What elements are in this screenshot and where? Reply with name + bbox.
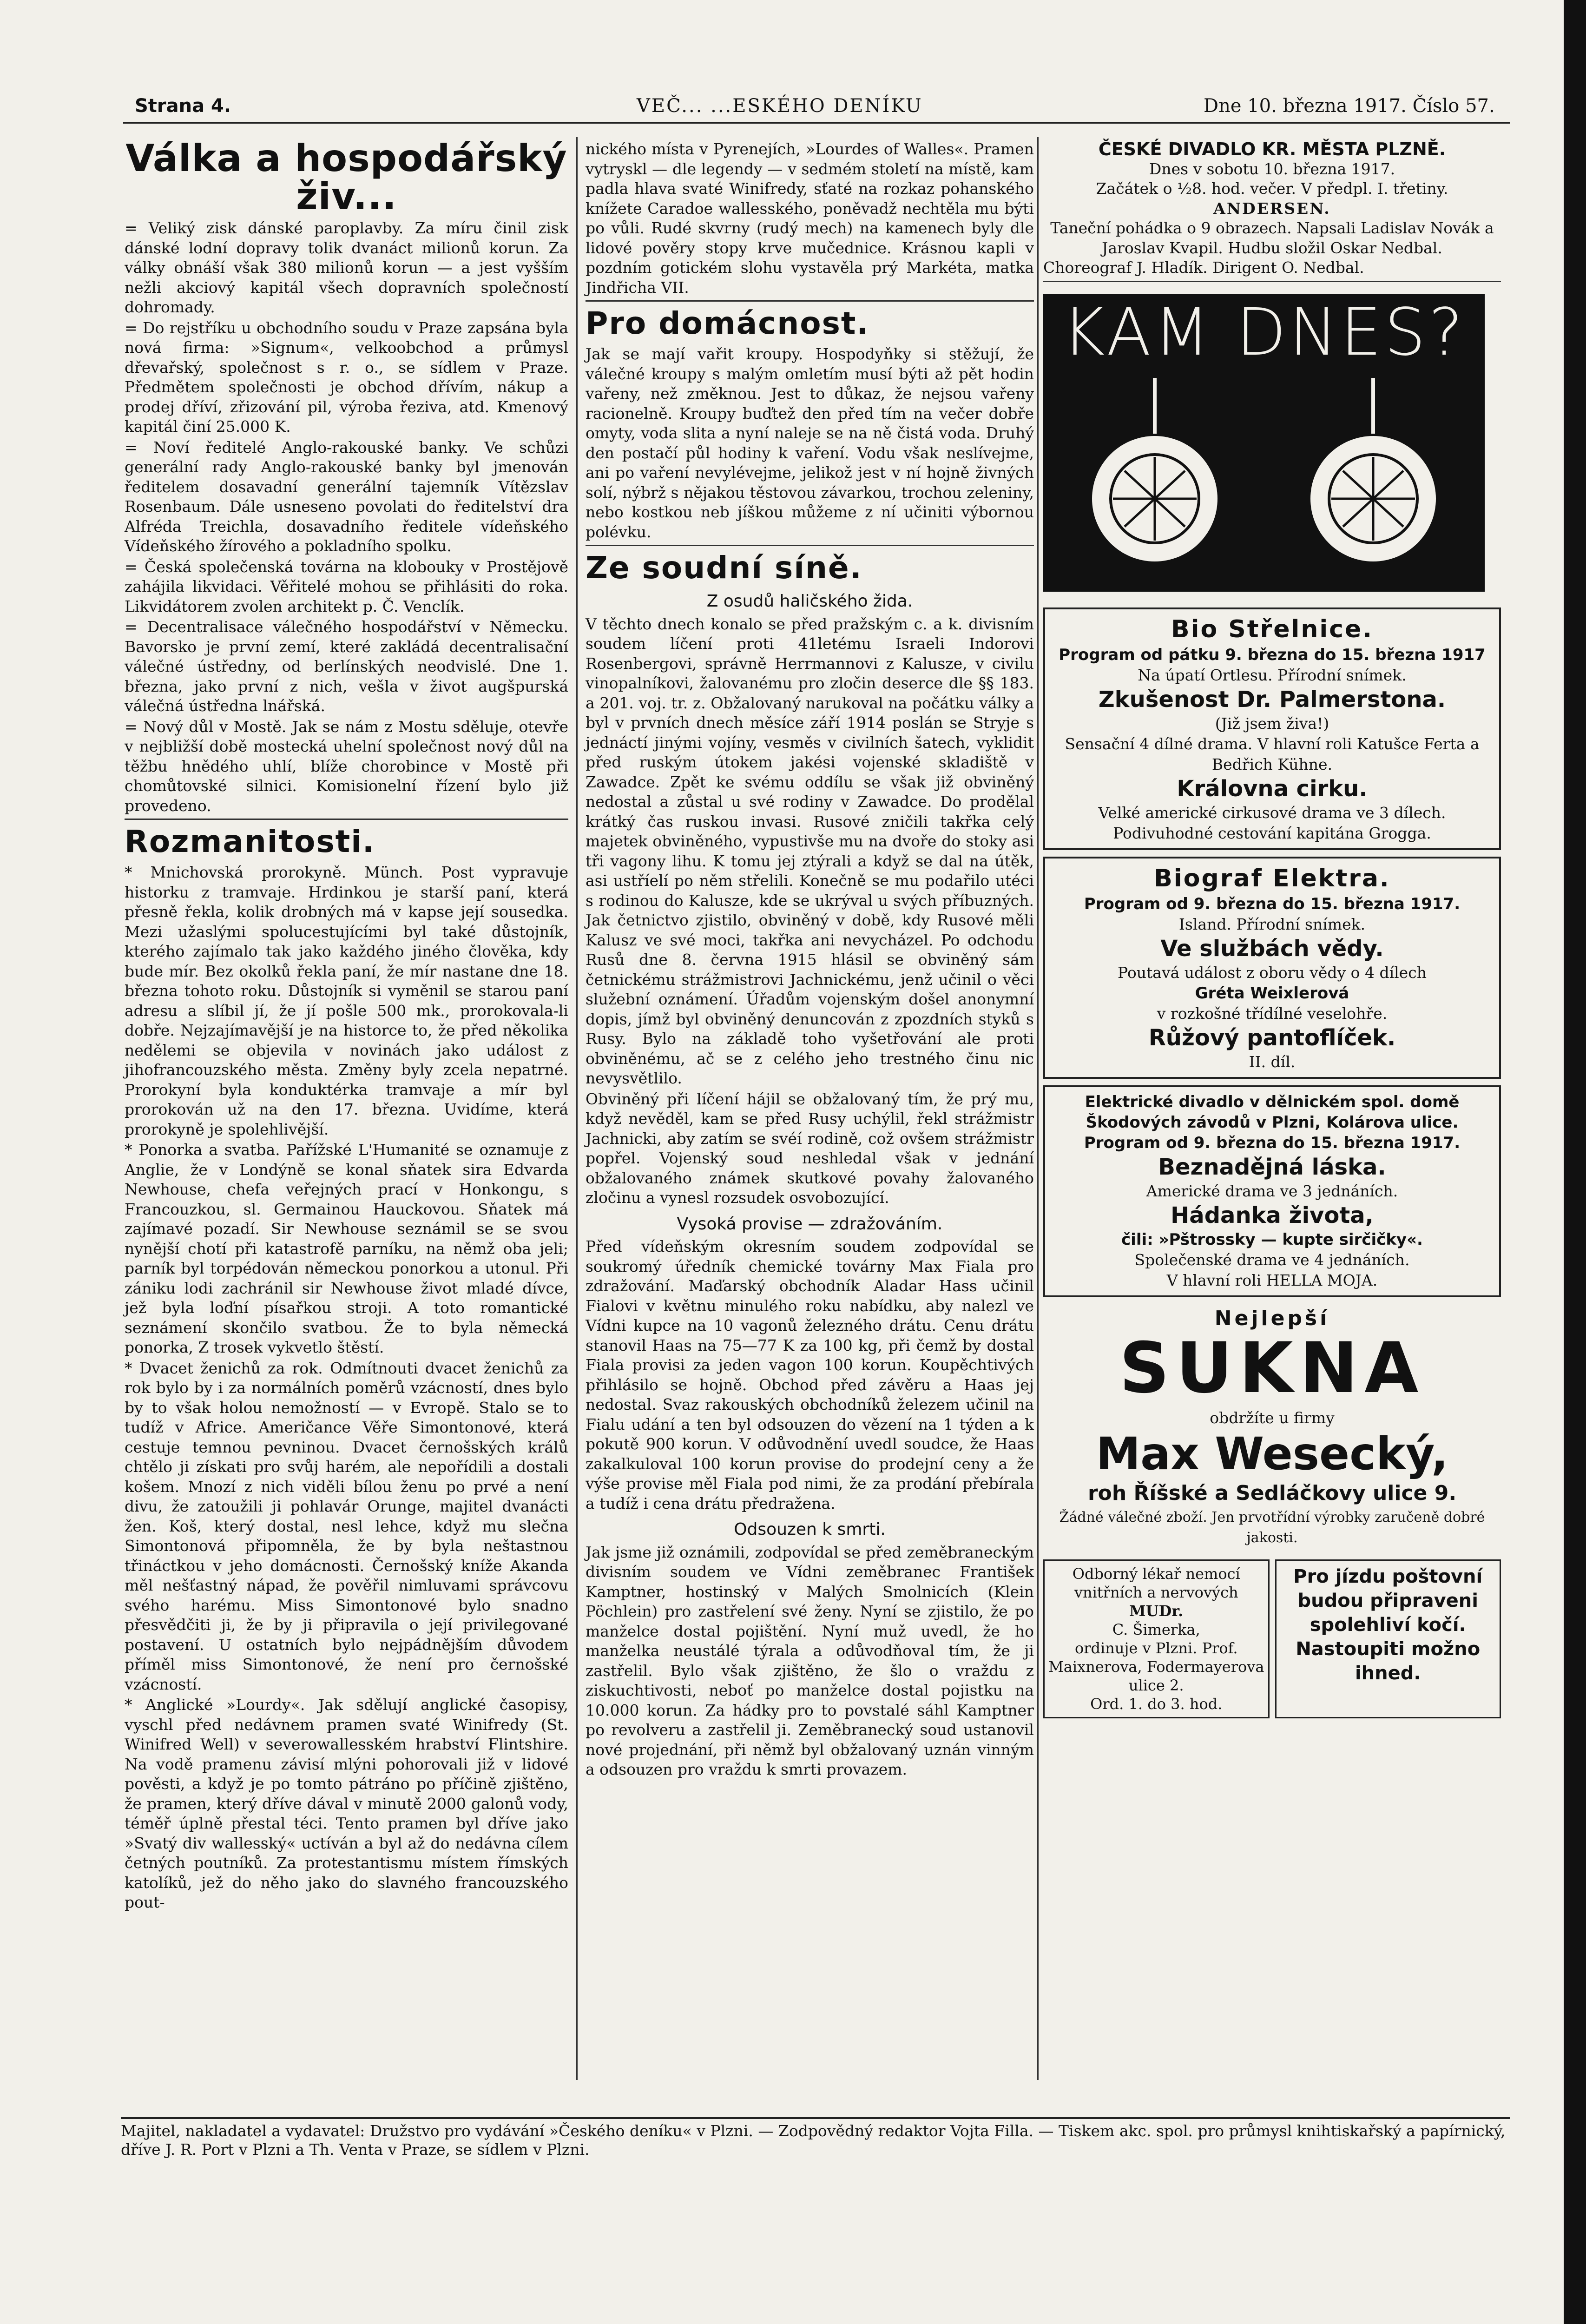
- section-title: Válka a hospodářský živ...: [125, 137, 567, 218]
- paper-name: VEČ... ...ESKÉHO DENÍKU: [637, 95, 923, 117]
- ad-sukna: [1043, 1304, 1501, 1553]
- bottom-ads: [1043, 1559, 1501, 1718]
- article-paragraph: Jak jsme již oznámili, zodpovídal se před zeměbraneckým divisním soudem ve Vídni zeměbranec František Kamptner, hostinský v Malých Smolnicích (Klein Pöchlein) pro zastřelení své ženy. Nyní se zjistilo, že po manželce dostal pojištění. Nyní muž uvedl, že ho manželka neustálé týrala a odůvodňoval tím, že ji zastřelil. Bylo však zjištěno, že šlo o vraždu z ziskuchtivosti, neboť po manželce dostal pojistku na 10.000 korun. Za hádky pro to povstalé sáhl Kamptner po revolveru a zastřelil ji. Zeměbranecký soud ustanovil nové projednání, při němž byl obžalovaný uznán vinným a odsouzen pro vraždu k smrti provazem.: [586, 1543, 1034, 1778]
- article-paragraph: Před vídeňským okresním soudem zodpovídal se soukromý úředník chemické továrny Max Fiala pro zdražování. Maďarský obchodník Aladar Hass učinil Fialovi v květnu minulého roku nabídku, aby nalezl ve Vídni kupce na 10 vagonů železného drátu. Cenu drátu stanovil Haas na 75—77 K za 100 kg, při čemž by dostal Fiala provisi za jeden vagon 100 korun. Koupěchtivých přihlásilo se hojně. Obchod před závěru a Haas jej nedostal. Svaz rakouských obchodníků železem učinil na Fialu udání a ten byl odsouzen do vězení na 1 týden a k pokutě 900 korun. V odůvodnění uvedl soudce, že Haas zakalkuloval 100 korun provise do prodejní ceny a že výše provise měl Fiala pod nimi, že za prodání přebírala a tudíž i cena drátu předražena.: [586, 1237, 1034, 1512]
- ad-line: Velké americké cirkusové drama ve 3 dílech. Podivuhodné cestování kapitána Grogga.: [1098, 804, 1446, 842]
- theater-description: Taneční pohádka o 9 obrazech. Napsali Ladislav Novák a Jaroslav Kvapil. Hudbu složil Oskar Nedbal.: [1050, 219, 1494, 257]
- column-3: [1043, 139, 1501, 1718]
- article-paragraph: = Veliký zisk dánské paroplavby. Za míru činil zisk dánské lodní dopravy tolik dvanáct milionů korun. Za války obnáší však 380 milionů korun — a jest vyšším nežli akciový kapitál všech dopravních společností dohromady.: [125, 219, 568, 316]
- article-paragraph: = Nový důl v Mostě. Jak se nám z Mostu sděluje, otevře v nejbližší době mostecká uhelní společnost nový důl na těžbu hnědého uhlí, blíže chorobince v Mostě při chomůtovské silnici. Komisionelní řízení bylo již provedeno.: [125, 717, 568, 815]
- article-paragraph: nického místa v Pyrenejích, »Lourdes of Walles«. Pramen vytryskl — dle legendy — v sedmém století na místě, kam padla hlava svaté Winifredy, sťaté na rozkaz pohanského knížete Caradoe wallesského, poněvadž nechtěla mu býti po vůli. Rudé skvrny (rudý mech) na kamenech byly dle lidové pověry stopy krve mučednice. Krásnou kapli v pozdním gotickém slohu vystavěla prý Markéta, matka Jindřicha VII.: [586, 140, 1034, 297]
- ad-line: Společenské drama ve 4 jednáních.: [1134, 1251, 1410, 1269]
- article-paragraph: Jak se mají vařit kroupy. Hospodyňky si stěžují, že válečné kroupy s malým omletím musí býti až pět hodin vařeny, než změknou. Jest to důkaz, že nejsou vařeny racionelně. Kroupy buďtež den před tím na večer dobře omyty, voda slita a nyní naleje se na ně čistá voda. Druhý den postačí půl hodiny k vaření. Vodu však neslívejme, ani po vaření nevylévejme, jelikož jest v ní hojně živných solí, nýbrž s nějakou těstovou závarkou, trochou zeleniny, nebo kostkou neb jíškou můžeme z ní učiniti výbornou polévku.: [586, 345, 1034, 541]
- ad-feature: C. Šimerka,: [1112, 1621, 1200, 1638]
- ad-address: roh Říšské a Sedláčkovy ulice 9.: [1087, 1481, 1457, 1505]
- divider: [125, 819, 568, 820]
- ad-line: (Již jsem živa!): [1215, 714, 1329, 733]
- divider: [586, 300, 1034, 302]
- imprint-footer: Majitel, nakladatel a vydavatel: Družstvo pro vydávání »Českého deníku« v Plzni. — Zodpovědný redaktor Vojta Filla. — Tiskem akc. spol. pro průmysl knihtiskařský a papírnický, dříve J. R. Port v Plzni a Th. Venta v Praze, se sídlem v Plzni.: [121, 2117, 1510, 2159]
- article-paragraph: * Mnichovská prorokyně. Münch. Post vypravuje historku z tramvaje. Hrdinkou je starší paní, která přesně řekla, kolik drobných má v kapse její sousedka. Mezi užaslými spolucestujícími byl také důstojník, kterého zajímalo tak jako každého jiného člověka, kdy bude mír. Bez okolků řekla paní, že mír nastane dne 18. března tohoto roku. Důstojník si vyměnil se starou paní adresu a slíbil jí, že jí pošle 500 mk., prorokovala-li dobře. Nejzajímavější je na historce to, že před několika nedělemi se objevila v novinách jako událost z jihofrancouzského města. Změny byly zcela nepatrné. Prorokyní byla konduktérka tramvaje a mír byl prorokován už na den 17. března. Uvidíme, která prorokyně je spolehlivější.: [125, 863, 568, 1138]
- kam-dnes-illustration: [1043, 294, 1485, 592]
- ad-bio-strelnice: [1043, 607, 1501, 850]
- ad-line: v rozkošné třídílné veselohře.: [1157, 1004, 1388, 1023]
- ad-line: Ord. 1. do 3. hod.: [1090, 1695, 1223, 1713]
- article-paragraph: V těchto dnech konalo se před pražským c. a k. divisním soudem líčení proti 41letému Israeli Indorovi Rosenbergovi, správně Herrmannovi z Kalusze, v civilu vinopalníkovi, žalovanému pro zločin deserce dle §§ 183. a 201. voj. tr. z. Obžalovaný narukoval na počátku války a byl v prvních dnech měsíce září 1914 poslán se Stryje s jednáctí jinými vojíny, vesměs v civilních šatech, vyklidit před ruským útokem jakési vojenské skladiště v Zawadce. Zpět ke svému oddílu se však již obviněný nedostal a zůstal u své rodiny v Zawadce. Do prodělal krátký čas ruskou invasi. Rusové zničili takřka celý majetek obviněného, vypustivše mu na dvoře do stoky asi tři vagony lihu. K tomu jej ztýrali a když se dal na útěk, asi ustříelí po něm střelili. Konečně se mu podařilo utéci s rodinou do Kalusze, kde se ukrýval u svých příbuzných. Jak četnictvo zjistilo, obviněný v době, kdy Rusové měli Kalusz ve své moci, takřka ani nevycházel. Po odchodu Rusů dne 8. června 1915 hlásil se obviněný sám četnickému strážmistrovi Jachnickému, jenž učinil o věci služební oznámení. Úřadům vojenským došel anonymní dopis, jímž byl obviněný denuncován z zpozdních styků s Rusy. Bylo na základě toho vyšetřování ale proti obviněnému, ač se z celého jeho trestného činu nic nevysvětlilo.: [586, 614, 1034, 1087]
- article-subtitle: Odsouzen k smrti.: [734, 1520, 886, 1539]
- kam-dnes-text: KAM DNES?: [1062, 294, 1466, 370]
- ad-title: Biograf Elektra.: [1154, 865, 1390, 892]
- ad-feature: Ve službách vědy.: [1160, 936, 1384, 962]
- article-paragraph: = Česká společenská továrna na klobouky v Prostějově zahájila likvidaci. Věřitelé mohou se přihlásiti do roka. Likvidátorem zvolen architekt p. Č. Venclík.: [125, 557, 568, 615]
- article-subtitle: Vysoká provise — zdražováním.: [677, 1214, 943, 1234]
- ad-line: Poutavá událost z oboru vědy o 4 dílech: [1118, 964, 1427, 982]
- scan-border: [1564, 0, 1586, 2324]
- article-paragraph: = Do rejstříku u obchodního soudu v Praze zapsána byla nová firma: »Signum«, velkoobchod a průmysl dřevařský, společnost s r. o., se sídlem v Praze. Předmětem společnosti je obchod dřívím, nákup a prodej dříví, zřizování pil, výroba řeziva, atd. Kmenový kapitál činí 25.000 K.: [125, 318, 568, 436]
- ad-feature: Růžový pantoflíček.: [1148, 1025, 1396, 1051]
- article-paragraph: * Dvacet ženichů za rok. Odmítnouti dvacet ženichů za rok bylo by i za normálních poměrů vzácností, dnes bylo by to však holou nemožností — v Evropě. Stalo se to tudíž v Africe. Američance Věře Simontonové, která cestuje temnou pevninou. Dvacet černošských králů chtělo ji získati pro svůj harém, ale nepořídili a dostali košem. Mnozí z nich viděli bílou ženu po prvé a není divu, že zatoužili ji pohlavár Orunge, majitel dvanácti žen. Koš, který dostal, nesl lehce, když mu slečna Simontonová připomněla, že by byla neštastnou třináctkou v jeho domácnosti. Černošský kníže Akanda měl nešťastný nápad, že pověřil nimluvami správcovu svého harému. Miss Simontonové bylo snadno přesvědčiti ji, že by ji připravila o její privilegované postavení. U ostatních bylo nejpádnějším důvodem příměl miss Simontonové, že není pro černošské vzácností.: [125, 1359, 568, 1693]
- issue-date: Dne 10. března 1917. Číslo 57.: [1204, 95, 1495, 117]
- column-divider: [576, 137, 578, 2080]
- column-1: [125, 139, 568, 1914]
- ad-title: Elektrické divadlo v dělnickém spol. domě Škodových závodů v Plzni, Kolárova ulice.: [1085, 1093, 1460, 1132]
- ad-headline: SUKNA: [1119, 1328, 1425, 1409]
- theater-play: ANDERSEN.: [1213, 199, 1331, 218]
- ad-program: Program od 9. března do 15. března 1917.: [1084, 895, 1461, 913]
- theater-date: Dnes v sobotu 10. března 1917.: [1149, 159, 1395, 178]
- divider: [586, 545, 1034, 546]
- article-paragraph: = Noví ředitelé Anglo-rakouské banky. Ve schůzi generální rady Anglo-rakouské banky byl jmenován ředitelem dosavadní generální tajemník Vítězslav Rosenbaum. Dále usneseno povolati do ředitelství dra Alfréda Treichla, dosavadního ředitele vídeňského Vídeňského žírového a pokladního spolku.: [125, 438, 568, 555]
- article-paragraph: * Anglické »Lourdy«. Jak sdělují anglické časopisy, vyschl před nedávnem pramen svaté Winifredy (St. Winifred Well) v severowallesském hrabství Flintshire. Na vodě pramenu závisí mlýni pohorovali již v lidové pověsti, a když je po tomto pátráno po příčině zjištěno, že pramen, který dříve dával v minutě 2000 galonů vody, téměř úplně přestal téci. Tento pramen byl dříve jako »Svatý div wallesský« uctíván a byl až do nedávna cílem četných poutníků. Za protestantismu místem římských katolíků, jež do něho jako do slavného francouzského pout-: [125, 1696, 568, 1911]
- page-number: Strana 4.: [135, 95, 231, 117]
- ad-line: II. díl.: [1249, 1053, 1296, 1071]
- ad-line: Island. Přírodní snímek.: [1178, 915, 1366, 933]
- ad-feature: Beznadějná láska.: [1158, 1154, 1386, 1180]
- section-title: Rozmanitosti.: [125, 824, 375, 859]
- ad-line: V hlavní roli HELLA MOJA.: [1166, 1271, 1378, 1289]
- ad-elektricke-divadlo: [1043, 1085, 1501, 1297]
- ad-line: Sensační 4 dílné drama. V hlavní roli Katušce Ferta a Bedřich Kühne.: [1065, 735, 1480, 773]
- ad-line: Na úpatí Ortlesu. Přírodní snímek.: [1138, 666, 1407, 684]
- ad-line: MUDr.: [1129, 1602, 1184, 1620]
- ad-line: Americké drama ve 3 jednáních.: [1146, 1182, 1398, 1200]
- header-rule: [123, 122, 1510, 124]
- ad-title: Bio Střelnice.: [1171, 615, 1374, 643]
- article-subtitle: Z osudů haličského žida.: [706, 592, 913, 611]
- column-2: [586, 139, 1034, 1781]
- ad-biograf-elektra: [1043, 857, 1501, 1079]
- article-paragraph: Obviněný při líčení hájil se obžalovaný tím, že prý mu, když nevěděl, kam se před Rusy uchýlil, řekl strážmistr Jachnicki, aby zatím se svéí rodině, což ovšem strážmistr popřel. Vojenský soud neshledal však v jednání obžalovaného známek skutkové povahy žalovaného zločinu a vynesl rozsudek osvobozující.: [586, 1089, 1034, 1207]
- ad-program: Program od 9. března do 15. března 1917.: [1084, 1134, 1461, 1152]
- ad-line: Gréta Weixlerová: [1195, 984, 1349, 1003]
- theater-credits: Choreograf J. Hladík. Dirigent O. Nedbal.: [1043, 258, 1364, 277]
- ad-feature: Zkušenost Dr. Palmerstona.: [1098, 687, 1446, 713]
- article-paragraph: * Ponorka a svatba. Pařížské L'Humanité se oznamuje z Anglie, že v Londýně se konal sňatek sira Edvarda Newhouse, chefa veřejných prací v Honkongu, s Francouzkou, sl. Germainou Hauckovou. Sňatek má zajímavé pozadí. Sir Newhouse seznámil se se svou nynější chotí při katastrofě parníku, na němž oba jeli; parník byl torpédován německou ponorkou a utonul. Při zániku lodi zachránil sir Newhouse život mladé dívce, jež byla loďní písařkou stroji. A toto romantické seznámení skončilo svatbou. Že to byla německá ponorka, Z trosek vykvetlo štěstí.: [125, 1141, 568, 1356]
- theater-time: Začátek o ½8. hod. večer. V předpl. I. třetiny.: [1096, 179, 1448, 198]
- article-paragraph: = Decentralisace válečného hospodářství v Německu. Bavorsko je první zemí, které zakládá decentralisační válečné ústředny, od berlínských neodvislé. Dne 1. března, jako první z nich, vešla v život augšpurská válečná ústředna lnářská.: [125, 618, 568, 715]
- ad-line: ordinuje v Plzni. Prof. Maixnerova, Fodermayerova ulice 2.: [1048, 1639, 1264, 1694]
- ad-cab: Pro jízdu poštovní budou připraveni spolehliví kočí. Nastoupiti možno ihned.: [1275, 1559, 1501, 1718]
- ad-company: Max Wesecký,: [1096, 1428, 1448, 1480]
- ad-feature: Královna cirku.: [1177, 776, 1368, 802]
- ad-line: obdržíte u firmy: [1210, 1409, 1335, 1427]
- page-header: [135, 95, 1501, 123]
- column-divider: [1037, 137, 1039, 2080]
- section-title: Pro domácnost.: [586, 305, 869, 341]
- ad-program: Program od pátku 9. března do 15. března 1917: [1059, 646, 1486, 664]
- theater-title: ČESKÉ DIVADLO KR. MĚSTA PLZNĚ.: [1098, 139, 1446, 159]
- ad-line: Nejlepší: [1214, 1307, 1330, 1330]
- ad-line: Odborný lékař nemocí vnitřních a nervových: [1072, 1565, 1240, 1601]
- ad-doctor: [1043, 1559, 1270, 1718]
- ad-line: čili: »Pštrossky — kupte sirčičky«.: [1121, 1230, 1423, 1249]
- ad-line: Žádné válečné zboží. Jen prvotřídní výrobky zaručeně dobré jakosti.: [1059, 1509, 1485, 1546]
- divider: [1043, 281, 1501, 282]
- theater-notice: [1043, 139, 1501, 278]
- ad-feature: Hádanka života,: [1171, 1202, 1374, 1228]
- section-title: Ze soudní síně.: [586, 550, 862, 586]
